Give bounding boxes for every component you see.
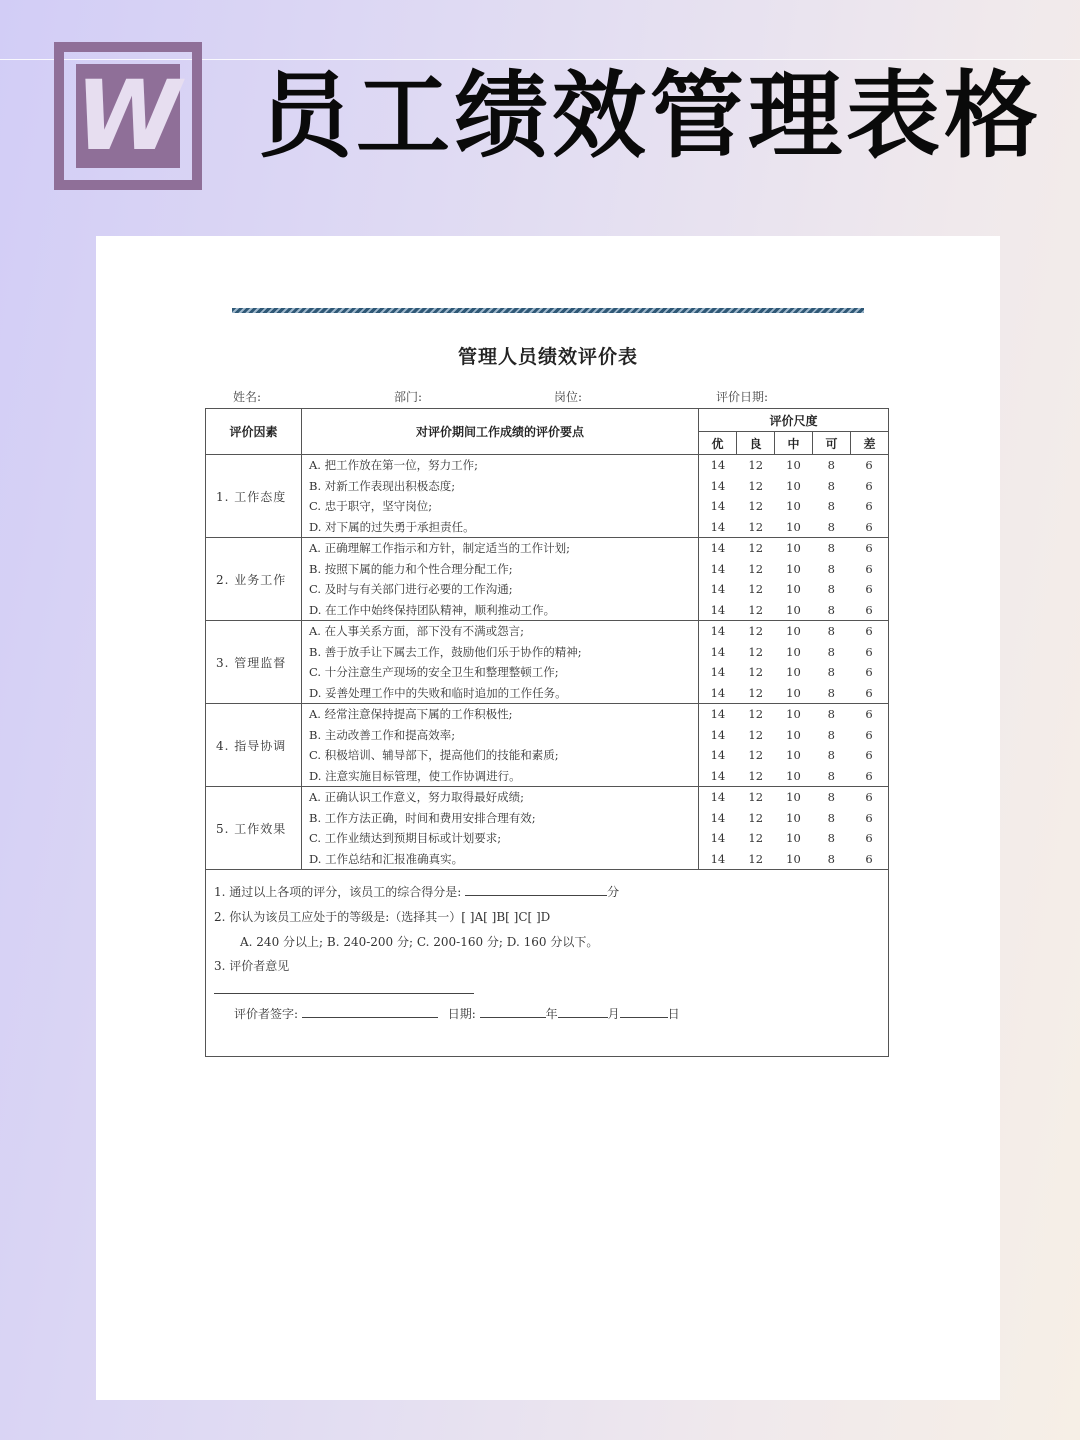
- factor-cell: 1. 工作态度: [206, 455, 302, 538]
- scores-cell: [699, 455, 889, 538]
- score-option[interactable]: 12: [748, 499, 764, 513]
- factor-cell: 5. 工作效果: [206, 787, 302, 870]
- score-option[interactable]: 10: [786, 624, 801, 638]
- score-row: [699, 642, 888, 663]
- score-option[interactable]: 10: [786, 727, 801, 742]
- table-row: [206, 704, 889, 787]
- score-unit: 分: [607, 885, 620, 899]
- score-option[interactable]: 10: [786, 685, 801, 700]
- score-option[interactable]: 8: [827, 478, 835, 493]
- evaluation-point: B. 善于放手让下属去工作，鼓励他们乐于协作的精神;: [309, 644, 582, 659]
- score-option[interactable]: 8: [827, 499, 835, 513]
- score-option[interactable]: 10: [786, 790, 801, 804]
- score-option[interactable]: 10: [786, 602, 801, 617]
- form-title: 管理人员绩效评价表: [457, 346, 638, 368]
- score-option[interactable]: 6: [865, 665, 873, 679]
- factor-cell: 4. 指导协调: [206, 704, 302, 787]
- evaluator-opinion-label: 3. 评价者意见: [214, 959, 290, 973]
- score-option[interactable]: 8: [827, 665, 835, 679]
- score-option[interactable]: 12: [748, 624, 764, 638]
- score-option[interactable]: 14: [710, 602, 726, 617]
- score-option[interactable]: 6: [865, 458, 873, 472]
- score-option[interactable]: 8: [827, 685, 835, 700]
- points-cell: [302, 621, 699, 704]
- score-option[interactable]: 12: [748, 602, 764, 617]
- evaluation-point: C. 积极培训、辅导部下，提高他们的技能和素质;: [309, 748, 559, 762]
- score-option[interactable]: 12: [748, 707, 764, 721]
- dept-label: 部门:: [394, 390, 423, 404]
- score-option[interactable]: 12: [748, 665, 764, 679]
- score-option[interactable]: 12: [748, 831, 764, 845]
- year-label: 年: [545, 1007, 558, 1021]
- evaluation-point: B. 对新工作表现出积极态度;: [309, 478, 456, 493]
- banner-title: 员工绩效管理表格: [258, 62, 1043, 171]
- score-option[interactable]: 8: [827, 541, 835, 555]
- header-points: 对评价期间工作成绩的评价要点: [302, 409, 699, 455]
- score-option[interactable]: 14: [710, 582, 726, 596]
- scores-cell: [699, 704, 889, 787]
- score-option[interactable]: 8: [827, 458, 835, 472]
- opinion-blank-line[interactable]: [214, 993, 474, 994]
- score-option[interactable]: 12: [748, 810, 764, 825]
- score-option[interactable]: 8: [827, 644, 835, 659]
- scores-cell: [699, 538, 889, 621]
- table-row: [206, 538, 889, 621]
- score-option[interactable]: 10: [786, 810, 801, 825]
- points-cell: [302, 455, 699, 538]
- score-option[interactable]: 14: [710, 644, 726, 659]
- score-option[interactable]: 12: [748, 561, 764, 576]
- evaluation-point: C. 工作业绩达到预期目标或计划要求;: [309, 831, 502, 845]
- score-option[interactable]: 14: [710, 748, 726, 762]
- score-option[interactable]: 10: [786, 768, 801, 783]
- document-page: [96, 236, 1000, 1400]
- score-option[interactable]: 10: [786, 499, 801, 513]
- score-option[interactable]: 12: [748, 541, 764, 555]
- score-option[interactable]: 14: [710, 561, 726, 576]
- score-row: [699, 579, 888, 600]
- signature-label: 评价者签字:: [234, 1007, 299, 1021]
- evaluation-point: D. 工作总结和汇报准确真实。: [309, 851, 464, 866]
- score-option[interactable]: 8: [827, 624, 835, 638]
- score-option[interactable]: 10: [786, 582, 801, 596]
- score-option[interactable]: 8: [827, 519, 835, 534]
- score-option[interactable]: 6: [865, 541, 873, 555]
- score-option[interactable]: 12: [748, 478, 764, 493]
- score-option[interactable]: 12: [748, 644, 764, 659]
- evaluation-point: A. 正确理解工作指示和方针，制定适当的工作计划;: [309, 541, 570, 555]
- factor-cell: 3. 管理监督: [206, 621, 302, 704]
- month-label: 月: [607, 1007, 620, 1021]
- evaluation-point: C. 及时与有关部门进行必要的工作沟通;: [309, 582, 513, 596]
- grade-fair: 可: [813, 432, 851, 455]
- score-option[interactable]: 8: [827, 790, 835, 804]
- score-option[interactable]: 8: [827, 727, 835, 742]
- evaluation-point: A. 在人事关系方面，部下没有不满或怨言;: [309, 624, 524, 638]
- score-option[interactable]: 14: [710, 624, 726, 638]
- score-option[interactable]: 10: [786, 707, 801, 721]
- score-option[interactable]: 12: [748, 727, 764, 742]
- score-row: [699, 725, 888, 746]
- score-row: [699, 476, 888, 497]
- evaluation-point: C. 忠于职守，坚守岗位;: [309, 499, 433, 513]
- grade-excellent: 优: [699, 432, 737, 455]
- score-option[interactable]: 6: [865, 519, 873, 534]
- points-cell: [302, 704, 699, 787]
- score-option[interactable]: 10: [786, 665, 801, 679]
- score-option[interactable]: 12: [748, 685, 764, 700]
- total-score-blank[interactable]: [465, 883, 607, 896]
- score-option[interactable]: 14: [710, 685, 726, 700]
- score-option[interactable]: 6: [865, 790, 873, 804]
- score-row: [699, 538, 888, 559]
- score-option[interactable]: 10: [786, 644, 801, 659]
- evaluation-point: D. 对下属的过失勇于承担责任。: [309, 519, 475, 534]
- evaluation-point: A. 经常注意保持提高下属的工作积极性;: [309, 707, 513, 721]
- score-option[interactable]: 12: [748, 790, 764, 804]
- evaluation-point: D. 妥善处理工作中的失败和临时追加的工作任务。: [309, 685, 567, 700]
- table-row: [206, 621, 889, 704]
- score-option[interactable]: 14: [710, 499, 726, 513]
- score-option[interactable]: 8: [827, 561, 835, 576]
- score-option[interactable]: 8: [827, 851, 835, 866]
- score-option[interactable]: 10: [786, 831, 801, 845]
- score-option[interactable]: 14: [710, 831, 726, 845]
- evaluation-point: D. 在工作中始终保持团队精神，顺利推动工作。: [309, 602, 556, 617]
- score-option[interactable]: 12: [748, 458, 764, 472]
- word-document-icon: [54, 42, 202, 190]
- eval-date-label: 评价日期:: [716, 390, 769, 404]
- evaluation-table: [205, 408, 889, 1057]
- score-row: [699, 662, 888, 683]
- points-cell: [302, 538, 699, 621]
- decorative-rule: [232, 308, 864, 313]
- score-option[interactable]: 12: [748, 768, 764, 783]
- summary-section: [206, 870, 889, 1057]
- evaluation-point: D. 注意实施目标管理，使工作协调进行。: [309, 768, 521, 783]
- score-option[interactable]: 14: [710, 727, 726, 742]
- score-option[interactable]: 10: [786, 561, 801, 576]
- score-option[interactable]: 6: [865, 582, 873, 596]
- score-row: [699, 559, 888, 580]
- score-row: [699, 683, 888, 704]
- score-row: [699, 766, 888, 787]
- score-option[interactable]: 8: [827, 748, 835, 762]
- score-option[interactable]: 10: [786, 748, 801, 762]
- score-option[interactable]: 10: [786, 519, 801, 534]
- score-option[interactable]: 8: [827, 831, 835, 845]
- scores-cell: [699, 787, 889, 870]
- grade-average: 中: [775, 432, 813, 455]
- score-row: [699, 496, 888, 517]
- score-option[interactable]: 6: [865, 851, 873, 866]
- factor-cell: 2. 业务工作: [206, 538, 302, 621]
- scores-cell: [699, 621, 889, 704]
- score-option[interactable]: 6: [865, 644, 873, 659]
- score-row: [699, 849, 888, 870]
- score-row: [699, 455, 888, 476]
- grade-question: 2. 你认为该员工应处于的等级是:（选择其一）[ ]A[ ]B[ ]C[ ]D: [214, 910, 551, 924]
- evaluation-point: A. 把工作放在第一位，努力工作;: [309, 458, 478, 472]
- points-cell: [302, 787, 699, 870]
- score-row: [699, 600, 888, 621]
- score-option[interactable]: 10: [786, 541, 801, 555]
- header-factor: 评价因素: [206, 409, 302, 455]
- score-option[interactable]: 6: [865, 707, 873, 721]
- evaluation-point: A. 正确认识工作意义，努力取得最好成绩;: [309, 790, 524, 804]
- score-option[interactable]: 14: [710, 458, 726, 472]
- score-option[interactable]: 6: [865, 810, 873, 825]
- evaluation-point: C. 十分注意生产现场的安全卫生和整理整顿工作;: [309, 665, 559, 679]
- score-option[interactable]: 6: [865, 499, 873, 513]
- score-option[interactable]: 6: [865, 768, 873, 783]
- score-option[interactable]: 8: [827, 768, 835, 783]
- score-option[interactable]: 12: [748, 748, 764, 762]
- score-row: [699, 745, 888, 766]
- score-option[interactable]: 12: [748, 851, 764, 866]
- score-option[interactable]: 14: [710, 810, 726, 825]
- score-option[interactable]: 14: [710, 665, 726, 679]
- score-option[interactable]: 14: [710, 851, 726, 866]
- score-option[interactable]: 8: [827, 707, 835, 721]
- score-option[interactable]: 14: [710, 541, 726, 555]
- score-row: [699, 828, 888, 849]
- name-label: 姓名:: [233, 390, 262, 404]
- month-blank[interactable]: [558, 1005, 608, 1018]
- score-option[interactable]: 6: [865, 624, 873, 638]
- score-option[interactable]: 10: [786, 851, 801, 866]
- header-scale: 评价尺度: [699, 409, 889, 432]
- evaluation-point: B. 工作方法正确，时间和费用安排合理有效;: [309, 810, 536, 825]
- year-blank[interactable]: [480, 1005, 546, 1018]
- grade-ranges: A. 240 分以上; B. 240-200 分; C. 200-160 分; D. 160 分以下。: [240, 935, 599, 949]
- score-option[interactable]: 8: [827, 582, 835, 596]
- table-row: [206, 455, 889, 538]
- score-option[interactable]: 8: [827, 810, 835, 825]
- score-row: [699, 621, 888, 642]
- info-row: [96, 388, 1000, 408]
- score-row: [699, 787, 888, 808]
- day-label: 日: [667, 1007, 680, 1021]
- score-option[interactable]: 12: [748, 582, 764, 596]
- score-option[interactable]: 6: [865, 748, 873, 762]
- word-logo-letter: W: [75, 60, 181, 172]
- evaluation-point: B. 按照下属的能力和个性合理分配工作;: [309, 561, 513, 576]
- sign-date-label: 日期:: [447, 1007, 476, 1021]
- score-option[interactable]: 6: [865, 831, 873, 845]
- score-option[interactable]: 6: [865, 561, 873, 576]
- score-row: [699, 517, 888, 538]
- score-option[interactable]: 14: [710, 478, 726, 493]
- score-option[interactable]: 6: [865, 727, 873, 742]
- score-option[interactable]: 10: [786, 478, 801, 493]
- score-option[interactable]: 6: [865, 602, 873, 617]
- score-option[interactable]: 10: [786, 458, 801, 472]
- score-row: [699, 704, 888, 725]
- day-blank[interactable]: [620, 1005, 668, 1018]
- grade-good: 良: [737, 432, 775, 455]
- post-label: 岗位:: [554, 390, 583, 404]
- signature-line: [234, 1005, 680, 1022]
- score-row: [699, 808, 888, 829]
- score-option[interactable]: 14: [710, 707, 726, 721]
- signature-blank[interactable]: [302, 1005, 438, 1018]
- table-row: [206, 787, 889, 870]
- score-option[interactable]: 12: [748, 519, 764, 534]
- score-option[interactable]: 14: [710, 519, 726, 534]
- score-option[interactable]: 8: [827, 602, 835, 617]
- score-option[interactable]: 6: [865, 685, 873, 700]
- total-score-question: 1. 通过以上各项的评分，该员工的综合得分是:: [214, 885, 462, 899]
- score-option[interactable]: 14: [710, 768, 726, 783]
- score-option[interactable]: 6: [865, 478, 873, 493]
- score-option[interactable]: 14: [710, 790, 726, 804]
- evaluation-point: B. 主动改善工作和提高效率;: [309, 727, 456, 742]
- total-score-line: [214, 883, 619, 900]
- grade-poor: 差: [851, 432, 889, 455]
